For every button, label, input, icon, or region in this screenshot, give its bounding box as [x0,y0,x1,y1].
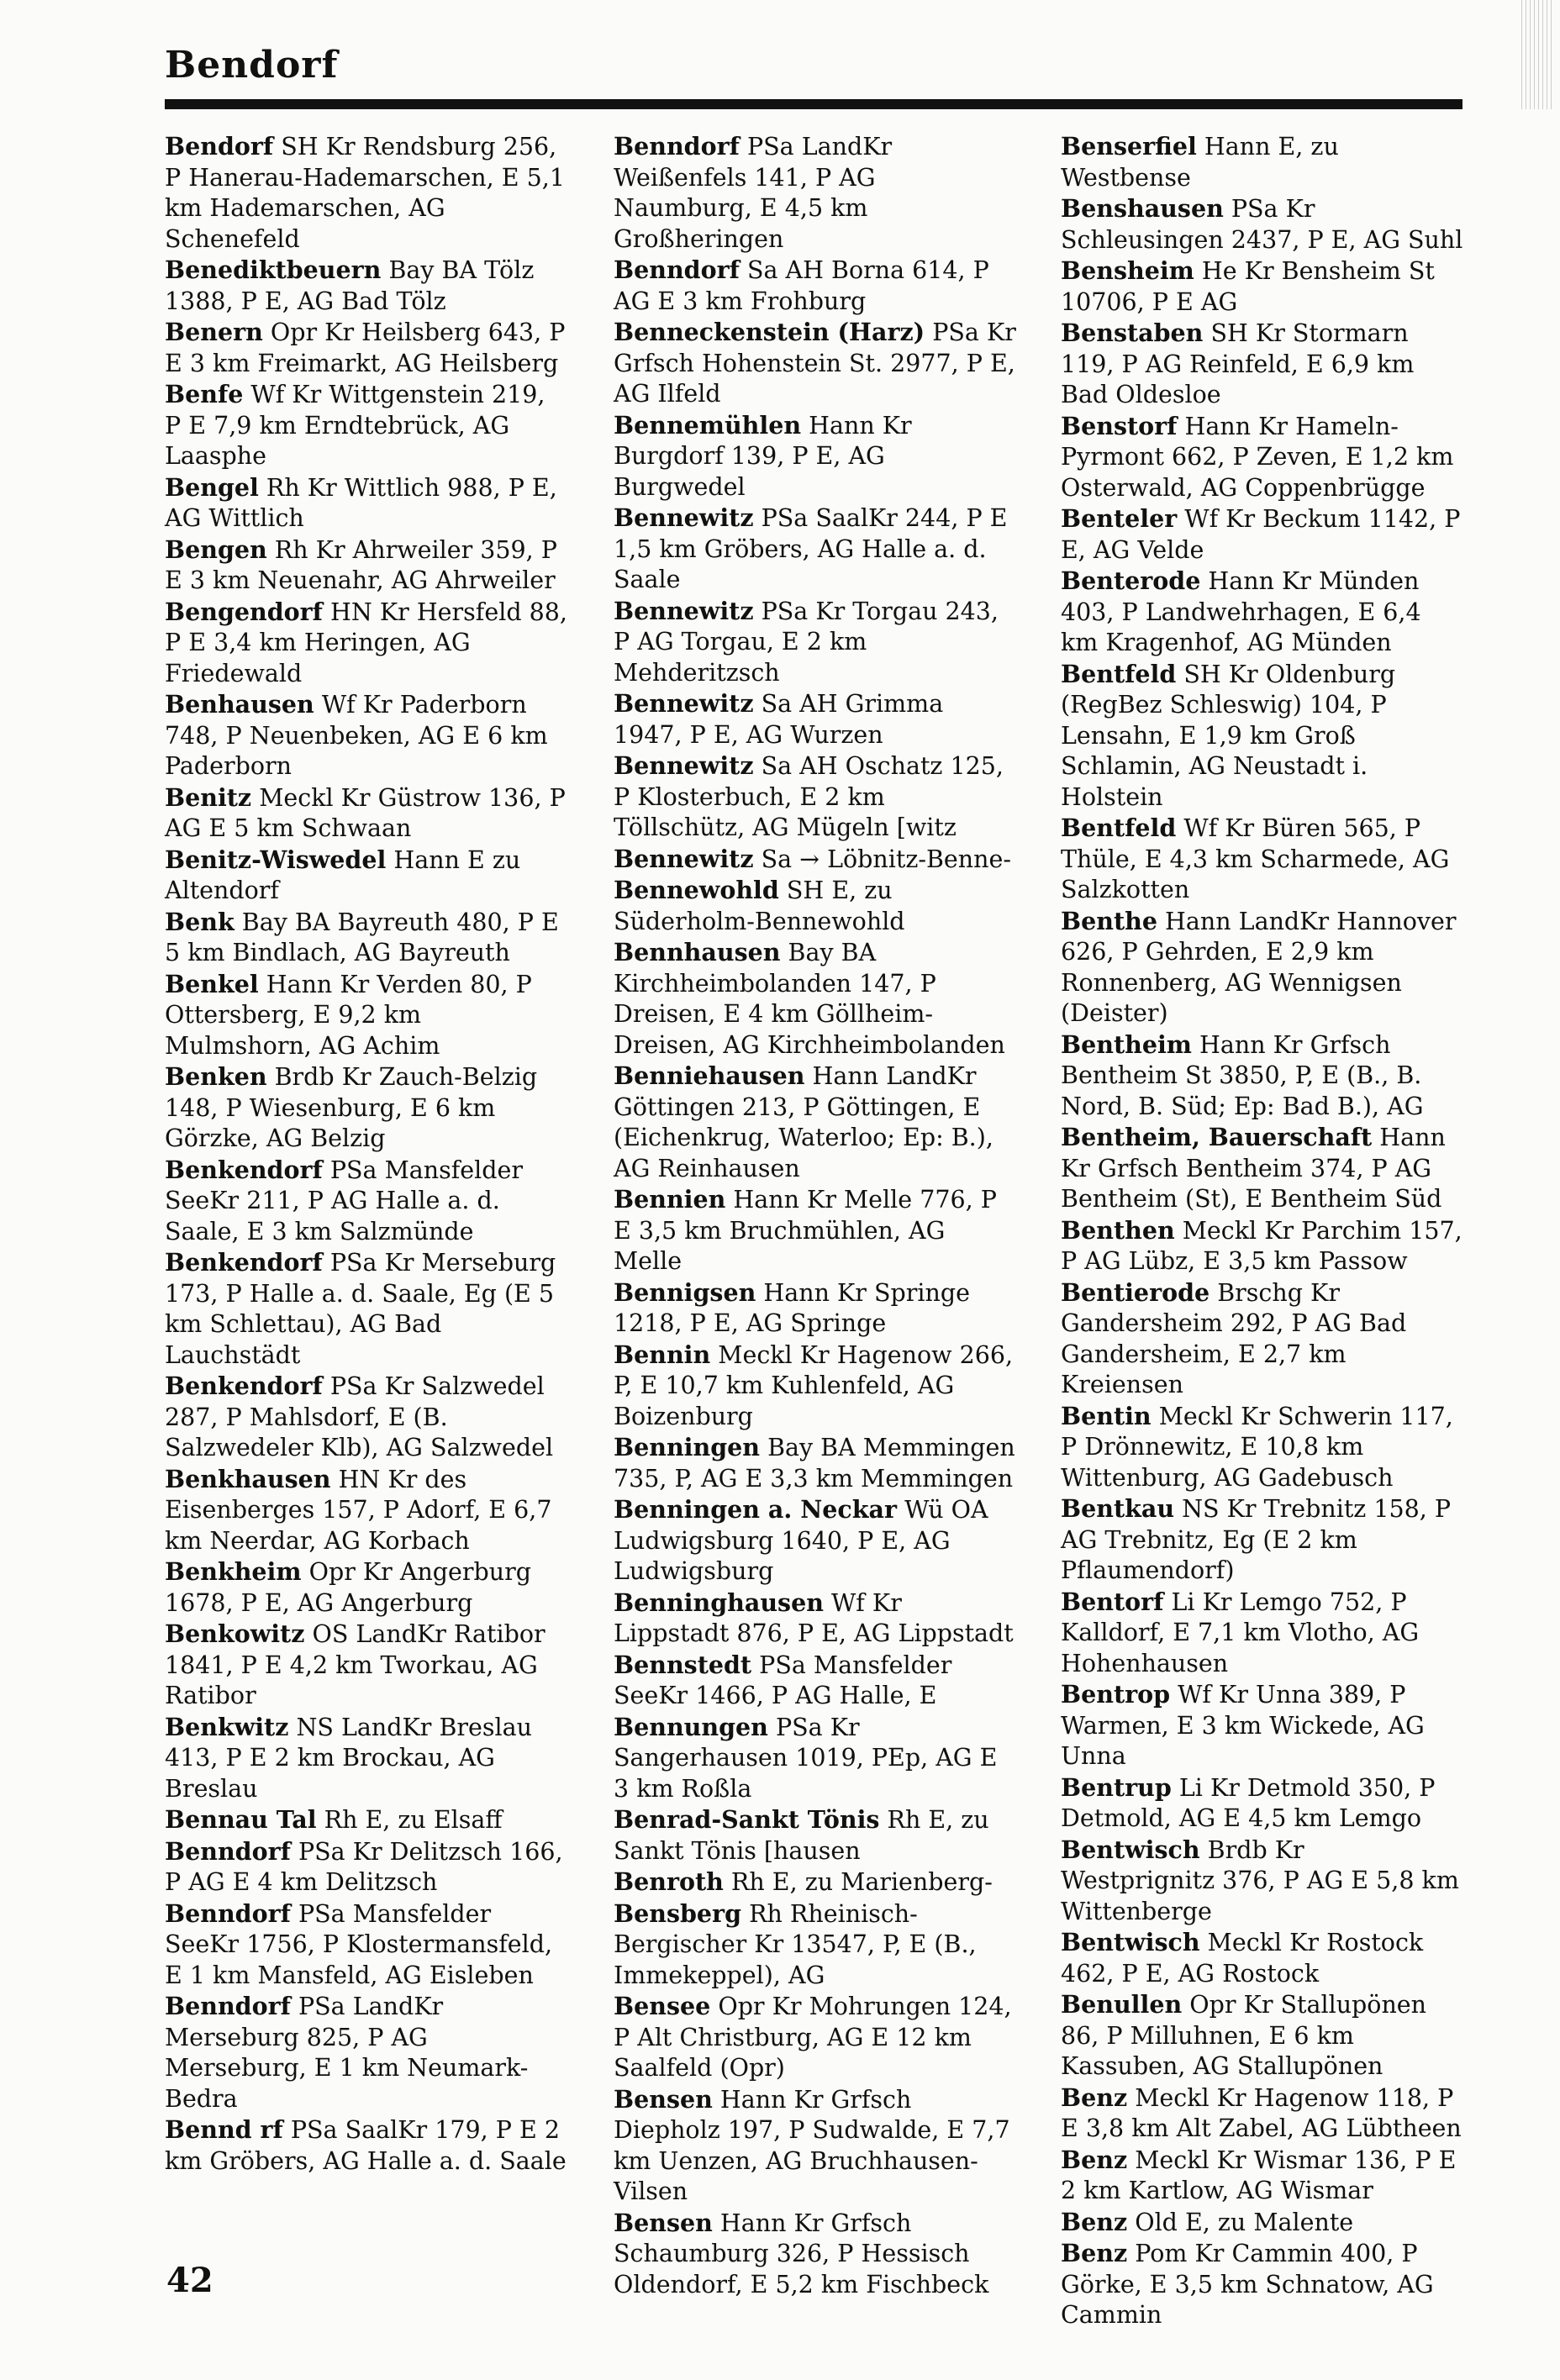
gazetteer-entry [614,410,1017,503]
entry-text: Hann E, zu Westbense [1061,133,1339,192]
gazetteer-entry [165,1836,568,1898]
gazetteer-entry [165,379,568,472]
gazetteer-entry [614,1650,1017,1712]
entry-headword: Bensheim [1061,256,1194,285]
entry-headword: Benndorf [165,1992,291,2020]
running-header: Bendorf [165,44,339,87]
gazetteer-entry [614,1061,1017,1184]
gazetteer-entry [614,255,1017,317]
entry-text: Meckl Kr Hagenow 118, P E 3,8 km Alt Zabel, AG Lübtheen [1061,2083,1462,2142]
entry-text: Wf Kr Paderborn 748, P Neuenbeken, AG E 6 km Paderborn [165,691,548,780]
entry-text: Hann Kr Grfsch Bentheim St 3850, P, E (B., B. Nord, B. Süd; Ep: Bad B.), AG [1061,1030,1424,1120]
entry-text: Hann Kr Grfsch Schaumburg 326, P Hessisch Oldendorf, E 5,2 km Fischbeck [614,2209,989,2298]
entry-headword: Benken [165,1062,267,1091]
gazetteer-entry [165,317,568,379]
entry-text: Opr Kr Stallupönen 86, P Milluhnen, E 6 km Kassuben, AG Stallupönen [1061,1991,1427,2080]
entry-text: SH Kr Rendsburg 256, P Hanerau-Hademarschen, E 5,1 km Hademarschen, AG Schenefeld [165,133,565,253]
entry-text: Wf Kr Lippstadt 876, P E, AG Lippstadt [614,1588,1014,1647]
entry-headword: Benndorf [614,255,740,284]
entry-text: Li Kr Detmold 350, P Detmold, AG E 4,5 km Lemgo [1061,1773,1436,1832]
entry-headword: Bennien [614,1185,726,1214]
entry-headword: Benningen a. Neckar [614,1495,897,1524]
entry-text: Wf Kr Wittgenstein 219, P E 7,9 km Erndtebrück, AG Laasphe [165,381,545,470]
gazetteer-entry [165,907,568,969]
entry-text: Brschg Kr Gandersheim 292, P AG Bad Gandersheim, E 2,7 km Kreiensen [1061,1278,1407,1398]
gazetteer-entry [614,1277,1017,1340]
entry-headword: Benstaben [1061,319,1204,347]
entry-text: PSa SaalKr 179, P E 2 km Gröbers, AG Halle a. d. Saale [165,2116,567,2175]
gazetteer-entry [1061,1493,1464,1587]
entry-headword: Benrad-Sankt Tönis [614,1805,880,1834]
entry-headword: Benz [1061,2207,1128,2236]
entry-text: Meckl Kr Hagenow 266, P, E 10,7 km Kuhlenfeld, AG Boizenburg [614,1340,1014,1430]
entry-headword: Benkhausen [165,1464,331,1493]
entry-headword: Benkendorf [165,1372,323,1400]
gazetteer-entry [614,875,1017,937]
gazetteer-entry [614,844,1017,876]
entry-text: Opr Kr Mohrungen 124, P Alt Christburg, AG E 12 km Saalfeld (Opr) [614,1993,1012,2082]
entry-headword: Benthen [1061,1215,1175,1245]
gazetteer-entry [165,1371,568,1464]
entry-text: NS Kr Trebnitz 158, P AG Trebnitz, Eg (E 2 km Pflaumendorf) [1061,1495,1452,1584]
gazetteer-entry [1061,1277,1464,1401]
entry-headword: Bennstedt [614,1650,752,1679]
entry-text: Rh Rheinisch-Bergischer Kr 13547, P, E (B., Immekeppel), AG [614,1899,977,1989]
gazetteer-entry [614,2208,1017,2301]
gazetteer-entry [165,534,568,597]
entry-text: Bay BA Tölz 1388, P E, AG Bad Tölz [165,256,535,315]
entry-headword: Bennin [614,1340,711,1369]
entry-text: SH Kr Stormarn 119, P AG Reinfeld, E 6,9 km Bad Oldesloe [1061,319,1415,408]
gazetteer-entry [1061,659,1464,814]
entry-text: HN Kr des Eisenberges 157, P Adorf, E 6,7 km Neerdar, AG Korbach [165,1465,552,1555]
entry-headword: Bennungen [614,1712,768,1741]
entry-text: Rh Kr Wittlich 988, P E, AG Wittlich [165,473,557,532]
entry-headword: Bentorf [1061,1587,1164,1616]
entry-text: Bay BA Memmingen 735, P, AG E 3,3 km Memmingen [614,1434,1015,1493]
gazetteer-entry [1061,1835,1464,1928]
entry-headword: Benneckenstein (Harz) [614,318,925,346]
entry-headword: Benern [165,318,263,346]
entry-headword: Benstorf [1061,411,1178,440]
entry-headword: Bennewohld [614,876,779,904]
gazetteer-entry [165,1619,568,1712]
entry-headword: Benz [1061,2145,1128,2174]
entry-headword: Benndorf [614,132,740,161]
entry-text: PSa Kr Delitzsch 166, P AG E 4 km Delitzsch [165,1837,563,1896]
entry-text: PSa LandKr Merseburg 825, P AG Merseburg, E 1 km Neumark-Bedra [165,1993,529,2113]
entry-text: PSa Mansfelder SeeKr 1466, P AG Halle, E [614,1651,952,1709]
entry-text: PSa LandKr Weißenfels 141, P AG Naumburg, E 4,5 km Großheringen [614,133,893,253]
gazetteer-entry [1061,1587,1464,1680]
entry-headword: Benz [1061,2082,1128,2112]
entry-text: Rh E, zu Sankt Tönis [hausen [614,1806,989,1865]
entry-headword: Benkwitz [165,1712,289,1741]
gazetteer-entry [165,597,568,690]
entry-text: Rh E, zu Elsaff [324,1806,503,1834]
gazetteer-entry [165,1898,568,1992]
entry-headword: Bensen [614,2208,713,2237]
gazetteer-entry [1061,131,1464,193]
entry-text: Brdb Kr Zauch-Belzig 148, P Wiesenburg, E 6 km Görzke, AG Belzig [165,1063,538,1152]
gazetteer-entry [165,2114,568,2177]
entry-headword: Bengel [165,472,259,502]
entry-headword: Benfe [165,380,244,408]
gazetteer-entry [1061,193,1464,255]
entry-headword: Benkendorf [165,1155,323,1184]
entry-headword: Benullen [1061,1990,1183,2019]
entry-text: Meckl Kr Wismar 136, P E 2 km Kartlow, AG Wismar [1061,2146,1457,2204]
gazetteer-entry [1061,2082,1464,2145]
entry-text: PSa SaalKr 244, P E 1,5 km Gröbers, AG Halle a. d. Saale [614,504,1008,593]
gazetteer-entry [1061,255,1464,318]
entry-headword: Benhausen [165,690,314,719]
gazetteer-entry [165,845,568,907]
entry-headword: Bentheim, Bauerschaft [1061,1123,1373,1151]
entry-text: Hann Kr Münden 403, P Landwehrhagen, E 6,4 km Kragenhof, AG Münden [1061,567,1421,656]
gazetteer-entry [165,1991,568,2114]
entry-headword: Benterode [1061,566,1201,595]
entry-headword: Benndorf [165,1898,291,1928]
entry-headword: Benk [165,907,235,936]
gazetteer-entry [165,1464,568,1557]
gazetteer-entry [1061,2207,1464,2239]
entry-text: PSa Kr Grfsch Hohenstein St. 2977, P E, AG Ilfeld [614,319,1016,408]
entry-text: PSa Kr Sangerhausen 1019, PEp, AG E 3 km Roßla [614,1713,998,1803]
column-right [1061,131,1464,2331]
gazetteer-entry [165,1804,568,1836]
entry-headword: Benitz [165,782,252,812]
gazetteer-entry [614,1804,1017,1867]
entry-text: Hann Kr Grfsch Bentheim 374, P AG Bentheim (St), E Bentheim Süd [1061,1124,1446,1213]
gazetteer-entry [614,1898,1017,1992]
gazetteer-entry [165,1061,568,1155]
entry-headword: Bentrup [1061,1772,1172,1802]
gazetteer-entry [1061,2145,1464,2207]
entry-text: PSa Kr Salzwedel 287, P Mahlsdorf, E (B. Salzwedeler Klb), AG Salzwedel [165,1372,554,1461]
entry-text: Old E, zu Malente [1135,2208,1354,2236]
entry-text: Sa AH Oschatz 125, P Klosterbuch, E 2 km Töllschütz, AG Mügeln [witz [614,752,1004,841]
entry-headword: Benkowitz [165,1619,305,1648]
entry-text: Hann Kr Burgdorf 139, P E, AG Burgwedel [614,411,912,501]
entry-headword: Bensen [614,2084,713,2114]
column-middle [614,131,1017,2300]
gazetteer-entry [1061,1989,1464,2082]
entry-headword: Bensberg [614,1898,741,1928]
entry-text: Rh E, zu Marienberg- [730,1868,993,1896]
entry-headword: Benndorf [165,1836,291,1866]
entry-text: HN Kr Hersfeld 88, P E 3,4 km Heringen, AG Friedewald [165,598,567,687]
gazetteer-entry [165,131,568,255]
entry-text: Pom Kr Cammin 400, P Görke, E 3,5 km Schnatow, AG Cammin [1061,2240,1434,2329]
entry-headword: Bentfeld [1061,814,1177,842]
entry-headword: Benthe [1061,906,1157,935]
entry-headword: Bennhausen [614,938,781,966]
entry-headword: Bentwisch [1061,1835,1200,1864]
entry-headword: Benshausen [1061,194,1224,223]
gazetteer-entry [614,750,1017,844]
gazetteer-entry [1061,1029,1464,1123]
entry-headword: Bennewitz [614,503,754,532]
entry-headword: Bendorf [165,132,274,161]
gazetteer-entry [614,1867,1017,1898]
entry-headword: Bentierode [1061,1277,1210,1307]
entry-text: PSa Kr Torgau 243, P AG Torgau, E 2 km Mehderitzsch [614,597,999,687]
gazetteer-entry [614,503,1017,596]
entry-text: PSa Mansfelder SeeKr 1756, P Klostermansfeld, E 1 km Mansfeld, AG Eisleben [165,1899,553,1989]
entry-text: Hann Kr Melle 776, P E 3,5 km Bruchmühlen, AG Melle [614,1186,997,1275]
gazetteer-entry [614,2084,1017,2208]
entry-text: Hann E zu Altendorf [165,845,521,904]
entry-headword: Benningen [614,1433,760,1461]
gazetteer-entry [165,255,568,317]
entry-text: PSa Kr Merseburg 173, P Halle a. d. Saale, Eg (E 5 km Schlettau), AG Bad Lauchstädt [165,1249,556,1369]
entry-text: Wü OA Ludwigsburg 1640, P E, AG Ludwigsburg [614,1496,988,1585]
gazetteer-entry [165,782,568,845]
entry-headword: Benserfiel [1061,132,1197,161]
gazetteer-entry [165,1247,568,1371]
entry-text: Sa AH Borna 614, P AG E 3 km Frohburg [614,256,989,315]
entry-headword: Bensee [614,1992,711,2020]
entry-headword: Benniehausen [614,1061,805,1090]
gazetteer-entry [1061,906,1464,1029]
gazetteer-entry [1061,1679,1464,1772]
entry-text: PSa Kr Schleusingen 2437, P E, AG Suhl [1061,195,1463,254]
entry-text: Bay BA Bayreuth 480, P E 5 km Bindlach, AG Bayreuth [165,908,559,966]
gazetteer-entry [1061,1215,1464,1277]
entry-text: Sa → Löbnitz-Benne- [761,845,1012,873]
gazetteer-entry [614,1991,1017,2084]
gazetteer-entry [614,688,1017,750]
entry-text: Hann Kr Grfsch Diepholz 197, P Sudwalde, E 7,7 km Uenzen, AG Bruchhausen-Vilsen [614,2085,1010,2205]
entry-headword: Bengen [165,534,267,564]
entry-text: Wf Kr Unna 389, P Warmen, E 3 km Wickede, AG Unna [1061,1681,1425,1770]
gazetteer-entry [1061,2238,1464,2331]
scan-edge-noise [1521,0,1555,109]
gazetteer-entry [1061,503,1464,566]
entry-text: Opr Kr Angerburg 1678, P E, AG Angerburg [165,1558,531,1617]
entry-text: Meckl Kr Parchim 157, P AG Lübz, E 3,5 km Passow [1061,1216,1462,1275]
entry-text: Hann LandKr Göttingen 213, P Göttingen, E (Eichenkrug, Waterloo; Ep: B.), AG Reinhausen [614,1062,993,1182]
gazetteer-entry [1061,566,1464,659]
gazetteer-entry [614,131,1017,255]
entry-headword: Bentrop [1061,1680,1171,1709]
entry-headword: Bennewitz [614,751,754,780]
gazetteer-entry [614,1588,1017,1650]
gazetteer-entry [614,596,1017,689]
entry-text: Sa AH Grimma 1947, P E, AG Wurzen [614,690,944,749]
gazetteer-entry [614,1432,1017,1494]
entry-text: SH E, zu Süderholm-Bennewohld [614,877,905,935]
gazetteer-entry [614,317,1017,410]
gazetteer-entry [1061,813,1464,906]
gazetteer-entry [614,1494,1017,1588]
entry-headword: Bennewitz [614,596,754,625]
gazetteer-entry [165,1155,568,1248]
gazetteer-entry [165,689,568,782]
entry-headword: Bennau Tal [165,1805,317,1834]
header-rule [165,99,1462,109]
entry-text: Meckl Kr Güstrow 136, P AG E 5 km Schwaan [165,783,566,842]
entry-headword: Bentwisch [1061,1928,1200,1956]
gazetteer-entry [1061,318,1464,411]
entry-text: OS LandKr Ratibor 1841, P E 4,2 km Tworkau, AG Ratibor [165,1620,545,1709]
entry-text: Brdb Kr Westprignitz 376, P AG E 5,8 km Wittenberge [1061,1835,1459,1925]
entry-text: Li Kr Lemgo 752, P Kalldorf, E 7,1 km Vlotho, AG Hohenhausen [1061,1588,1420,1677]
entry-headword: Benteler [1061,504,1178,533]
entry-text: Hann LandKr Hannover 626, P Gehrden, E 2,9 km Ronnenberg, AG Wennigsen (Deister) [1061,907,1457,1027]
entry-text: Rh Kr Ahrweiler 359, P E 3 km Neuenahr, AG Ahrweiler [165,535,557,594]
gazetteer-entry [614,1712,1017,1805]
entry-text: Opr Kr Heilsberg 643, P E 3 km Freimarkt, AG Heilsberg [165,319,566,377]
gazetteer-entry [165,969,568,1062]
entry-headword: Bennewitz [614,689,754,718]
entry-headword: Benitz-Wiswedel [165,845,387,874]
entry-headword: Bentheim [1061,1029,1192,1059]
entry-text: Hann Kr Verden 80, P Ottersberg, E 9,2 km Mulmshorn, AG Achim [165,970,532,1060]
gazetteer-entry [165,1556,568,1619]
gazetteer-entry [1061,1122,1464,1215]
entry-text: Meckl Kr Rostock 462, P E, AG Rostock [1061,1929,1424,1988]
entry-headword: Bengendorf [165,597,323,626]
gazetteer-entry [614,1184,1017,1277]
page-number: 42 [166,2261,213,2300]
gazetteer-entry [1061,1401,1464,1494]
entry-headword: Bennemühlen [614,410,802,440]
entry-text: Bay BA Kirchheimbolanden 147, P Dreisen, E 4 km Göllheim-Dreisen, AG Kirchheimbolanden [614,939,1005,1059]
entry-text: NS LandKr Breslau 413, P E 2 km Brockau, AG Breslau [165,1713,533,1803]
entry-headword: Bennewitz [614,844,754,873]
entry-headword: Bentfeld [1061,659,1177,688]
entry-text: Wf Kr Büren 565, P Thüle, E 4,3 km Scharmede, AG Salzkotten [1061,814,1450,903]
gazetteer-entry [165,1712,568,1805]
gazetteer-entry [165,472,568,534]
gazetteer-entry [1061,1772,1464,1835]
entry-text: Wf Kr Beckum 1142, P E, AG Velde [1061,505,1461,564]
entry-headword: Bennd rf [165,2115,283,2144]
gazetteer-entry [614,937,1017,1061]
entry-headword: Benkheim [165,1557,302,1586]
entry-headword: Benkel [165,969,259,998]
entry-headword: Benkendorf [165,1248,323,1277]
gazetteer-entry [614,1340,1017,1433]
entry-headword: Bentkau [1061,1494,1175,1523]
entry-text: Meckl Kr Schwerin 117, P Drönnewitz, E 10,8 km Wittenburg, AG Gadebusch [1061,1402,1453,1492]
entry-text: Hann Kr Hameln-Pyrmont 662, P Zeven, E 1,2 km Osterwald, AG Coppenbrügge [1061,412,1454,502]
column-left [165,131,568,2177]
entry-headword: Bentin [1061,1401,1152,1430]
entry-headword: Benz [1061,2239,1128,2267]
gazetteer-entry [1061,411,1464,504]
entry-text: PSa Mansfelder SeeKr 211, P AG Halle a. d. Saale, E 3 km Salzmünde [165,1156,523,1245]
entry-text: He Kr Bensheim St 10706, P E AG [1061,257,1435,316]
entry-headword: Bennigsen [614,1277,756,1307]
entry-headword: Benroth [614,1867,724,1896]
gazetteer-entry [1061,1927,1464,1989]
entry-text: Hann Kr Springe 1218, P E, AG Springe [614,1278,970,1337]
entry-headword: Benediktbeuern [165,255,382,284]
entry-headword: Benninghausen [614,1588,824,1617]
entry-text: SH Kr Oldenburg (RegBez Schleswig) 104, P Lensahn, E 1,9 km Groß Schlamin, AG Neustadt i. Holstein [1061,660,1396,811]
